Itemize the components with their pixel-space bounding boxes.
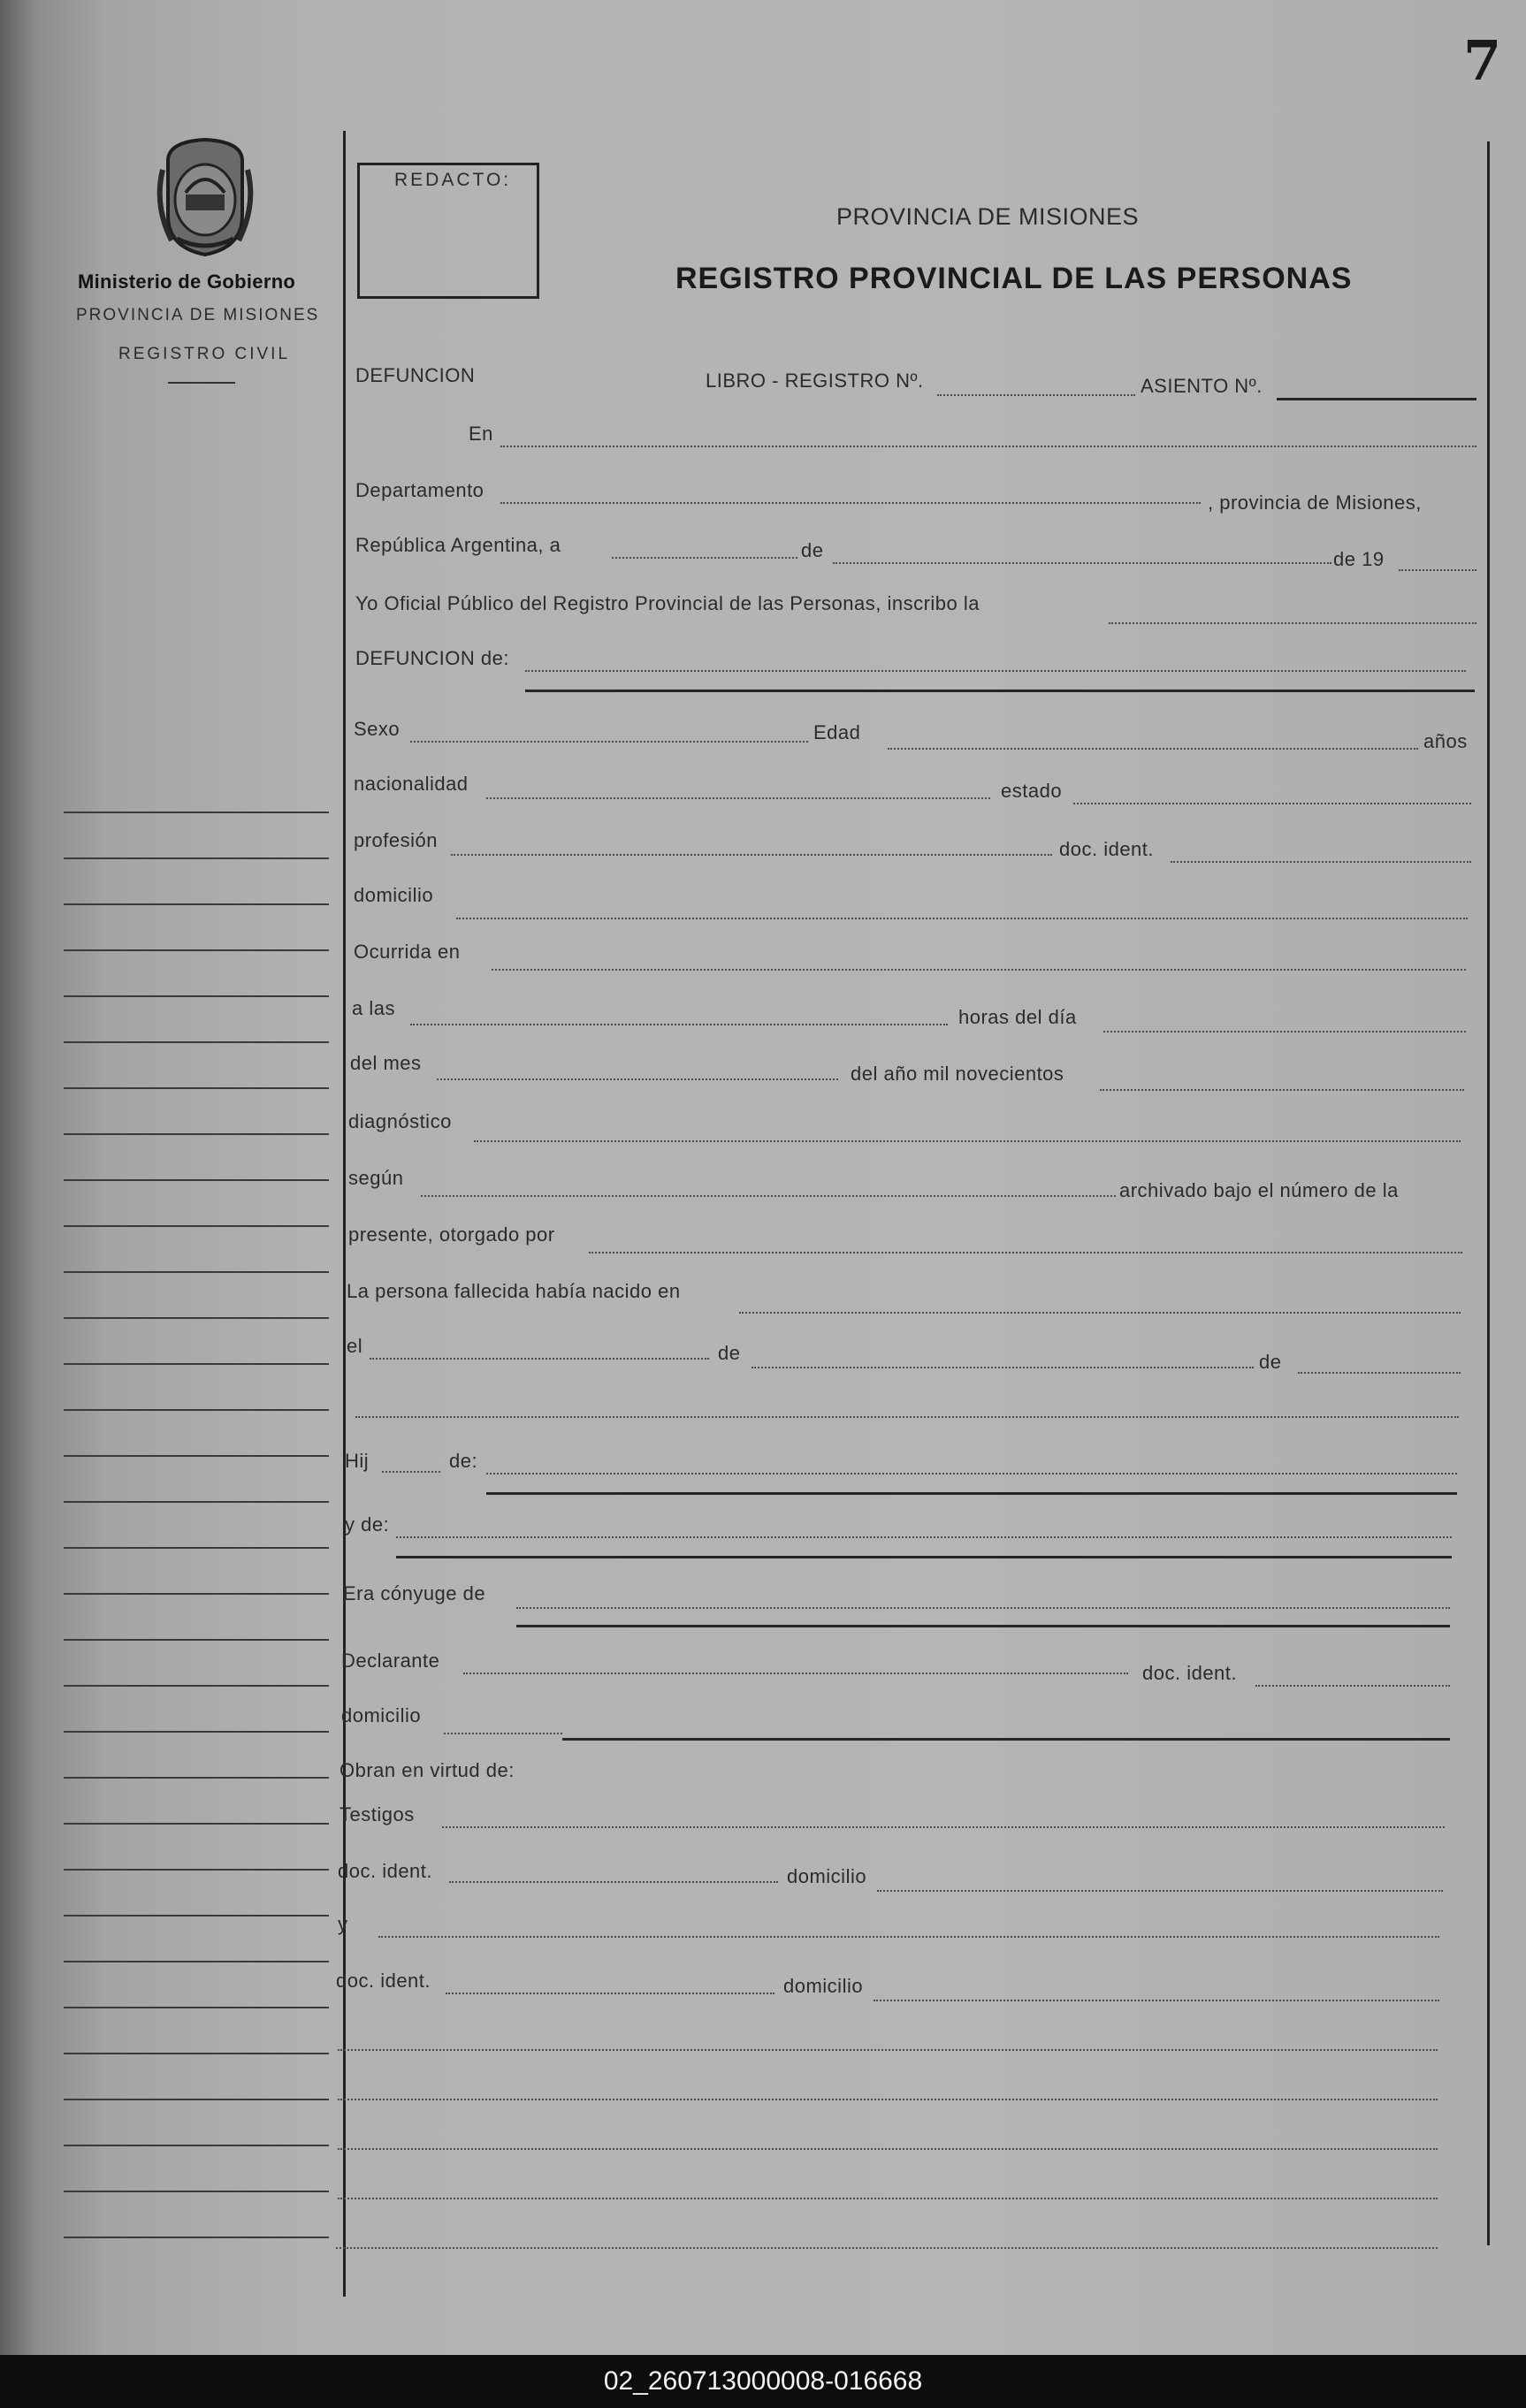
margin-line <box>64 1593 329 1595</box>
diagnostico-label: diagnóstico <box>348 1110 452 1132</box>
margin-line <box>64 1777 329 1779</box>
testigos-label: Testigos <box>340 1803 415 1825</box>
margin-line <box>64 1685 329 1687</box>
margin-line <box>64 1087 329 1089</box>
nac-mes-field <box>752 1367 1254 1368</box>
blank-line <box>338 2049 1438 2051</box>
del-mes-label: del mes <box>350 1052 422 1074</box>
provincia-misiones-label: , provincia de Misiones, <box>1208 492 1422 514</box>
conyuge-label: Era cónyuge de <box>343 1582 486 1604</box>
estado-label: estado <box>1001 780 1063 802</box>
margin-line <box>64 1639 329 1641</box>
margin-line <box>64 1363 329 1365</box>
margin-line <box>64 1731 329 1733</box>
del-ano-label: del año mil novecientos <box>851 1063 1064 1085</box>
testigo1-domicilio-field <box>877 1890 1443 1892</box>
doc-ident-label: doc. ident. <box>1059 838 1155 860</box>
year-field <box>1399 569 1476 571</box>
margin-line <box>64 2099 329 2100</box>
margin-line <box>64 1455 329 1457</box>
margin-line <box>64 1501 329 1503</box>
margin-line <box>64 1179 329 1181</box>
margin-line <box>64 1409 329 1411</box>
padre-underline <box>486 1492 1457 1495</box>
obran-label: Obran en virtud de: <box>340 1759 515 1781</box>
declarante-domicilio-underline <box>562 1738 1450 1741</box>
page-number: 7 <box>1463 28 1502 93</box>
margin-line <box>64 1041 329 1043</box>
margin-line <box>64 2237 329 2238</box>
testigo2-field <box>378 1936 1439 1938</box>
declarante-doc-field <box>1255 1685 1450 1687</box>
a-las-label: a las <box>352 997 395 1019</box>
testigo1-field <box>442 1826 1445 1828</box>
margin-line <box>64 857 329 859</box>
asiento-field <box>1277 398 1476 400</box>
margin-line <box>64 1961 329 1962</box>
margin-line <box>64 1823 329 1825</box>
ocurrida-label: Ocurrida en <box>354 941 461 963</box>
margin-line <box>64 949 329 951</box>
ano-field <box>1100 1089 1464 1091</box>
right-border-line <box>1487 141 1490 2245</box>
margin-line <box>64 995 329 997</box>
madre-field <box>396 1536 1452 1538</box>
margin-line <box>64 1547 329 1549</box>
conyuge-field <box>516 1607 1450 1609</box>
madre-underline <box>396 1556 1452 1558</box>
mes-field <box>833 562 1331 564</box>
de-label: de <box>801 539 824 561</box>
departamento-label: Departamento <box>355 479 485 501</box>
province-heading: PROVINCIA DE MISIONES <box>836 203 1140 230</box>
ocurrida-field <box>492 969 1466 971</box>
margin-line <box>64 2007 329 2008</box>
nacionalidad-label: nacionalidad <box>354 773 469 795</box>
testigo1-doc-label: doc. ident. <box>338 1860 433 1882</box>
domicilio-field <box>456 918 1468 919</box>
testigo2-domicilio-label: domicilio <box>783 1975 864 1997</box>
testigo2-doc-label: doc. ident. <box>336 1970 431 1992</box>
defuncion-de-label: DEFUNCION de: <box>355 647 509 669</box>
y-label: y <box>338 1913 348 1935</box>
profesion-label: profesión <box>354 829 439 851</box>
domicilio-label: domicilio <box>354 884 434 906</box>
declarante-doc-label: doc. ident. <box>1142 1662 1238 1684</box>
margin-line <box>64 1225 329 1227</box>
sexo-label: Sexo <box>354 718 401 740</box>
blank-line <box>355 1416 1459 1418</box>
archivado-label: archivado bajo el número de la <box>1119 1179 1399 1201</box>
margin-line <box>64 1915 329 1916</box>
nacido-label: La persona fallecida había nacido en <box>347 1280 681 1302</box>
otorgado-field <box>589 1252 1462 1254</box>
padre-field <box>486 1473 1457 1475</box>
nac-ano-field <box>1298 1372 1461 1374</box>
province-label: PROVINCIA DE MISIONES <box>76 306 320 324</box>
asiento-label: ASIENTO Nº. <box>1141 375 1263 397</box>
blank-line <box>338 2099 1438 2100</box>
divider <box>168 382 235 384</box>
blank-line <box>338 2148 1438 2150</box>
profesion-field <box>451 854 1052 856</box>
nac-dia-field <box>370 1358 709 1360</box>
testigo1-domicilio-label: domicilio <box>787 1865 867 1887</box>
margin-line <box>64 2053 329 2054</box>
departamento-field <box>500 502 1201 504</box>
dia-field <box>612 557 797 559</box>
redacto-label: REDACTO: <box>394 170 512 190</box>
defuncion-de-underline <box>525 690 1475 692</box>
de-label: de <box>718 1342 741 1364</box>
testigo1-doc-field <box>449 1881 778 1883</box>
sexo-field <box>410 741 808 743</box>
margin-line <box>64 1133 329 1135</box>
hij-suffix-field <box>382 1471 440 1473</box>
padre-de-label: de: <box>449 1450 478 1472</box>
margin-line <box>64 2191 329 2192</box>
image-caption: 02_260713000008-016668 <box>603 2366 923 2396</box>
en-label: En <box>469 423 493 445</box>
defuncion-label: DEFUNCION <box>355 364 476 386</box>
hij-label: Hij <box>345 1450 370 1472</box>
margin-line <box>64 2145 329 2146</box>
emblem-seal-icon <box>150 134 261 258</box>
blank-line <box>336 2247 1438 2249</box>
edad-field <box>888 748 1418 750</box>
testigo2-domicilio-field <box>874 2000 1439 2001</box>
registry-label: REGISTRO CIVIL <box>118 345 291 363</box>
en-field <box>500 446 1476 447</box>
blank-line <box>338 2198 1438 2199</box>
hora-field <box>410 1024 948 1025</box>
margin-line <box>64 812 329 813</box>
segun-field <box>421 1195 1116 1197</box>
libro-label: LIBRO - REGISTRO Nº. <box>706 370 924 392</box>
presente-label: presente, otorgado por <box>348 1223 555 1246</box>
edad-label: Edad <box>813 721 861 743</box>
nacido-field <box>739 1312 1461 1314</box>
segun-label: según <box>348 1167 404 1189</box>
oficial-statement: Yo Oficial Público del Registro Provincial de las Personas, inscribo la <box>355 592 980 614</box>
estado-field <box>1073 803 1471 804</box>
declarante-domicilio-label: domicilio <box>341 1704 422 1726</box>
anos-label: años <box>1423 730 1468 752</box>
de19-label: de 19 <box>1333 548 1385 570</box>
declarante-label: Declarante <box>341 1650 440 1672</box>
page-title: REGISTRO PROVINCIAL DE LAS PERSONAS <box>675 262 1353 295</box>
libro-field <box>937 394 1135 396</box>
declarante-field <box>463 1673 1128 1674</box>
republica-label: República Argentina, a <box>355 534 561 556</box>
nacionalidad-field <box>486 797 990 799</box>
defuncion-de-field <box>525 670 1466 672</box>
margin-line <box>64 1869 329 1871</box>
de-label: de <box>1259 1351 1282 1373</box>
inscribo-field <box>1109 622 1476 624</box>
ministry-label: Ministerio de Gobierno <box>78 271 296 293</box>
y-de-label: y de: <box>345 1513 390 1535</box>
diagnostico-field <box>474 1140 1461 1142</box>
dia-ocurrida-field <box>1103 1031 1466 1033</box>
margin-line <box>64 1317 329 1319</box>
el-label: el <box>347 1335 363 1357</box>
margin-line <box>64 903 329 905</box>
horas-dia-label: horas del día <box>958 1006 1077 1028</box>
testigo2-doc-field <box>446 1993 774 1994</box>
declarante-domicilio-field <box>444 1733 562 1734</box>
doc-ident-field <box>1171 861 1471 863</box>
margin-line <box>64 1271 329 1273</box>
conyuge-underline <box>516 1625 1450 1627</box>
mes-ocurrida-field <box>437 1078 838 1080</box>
